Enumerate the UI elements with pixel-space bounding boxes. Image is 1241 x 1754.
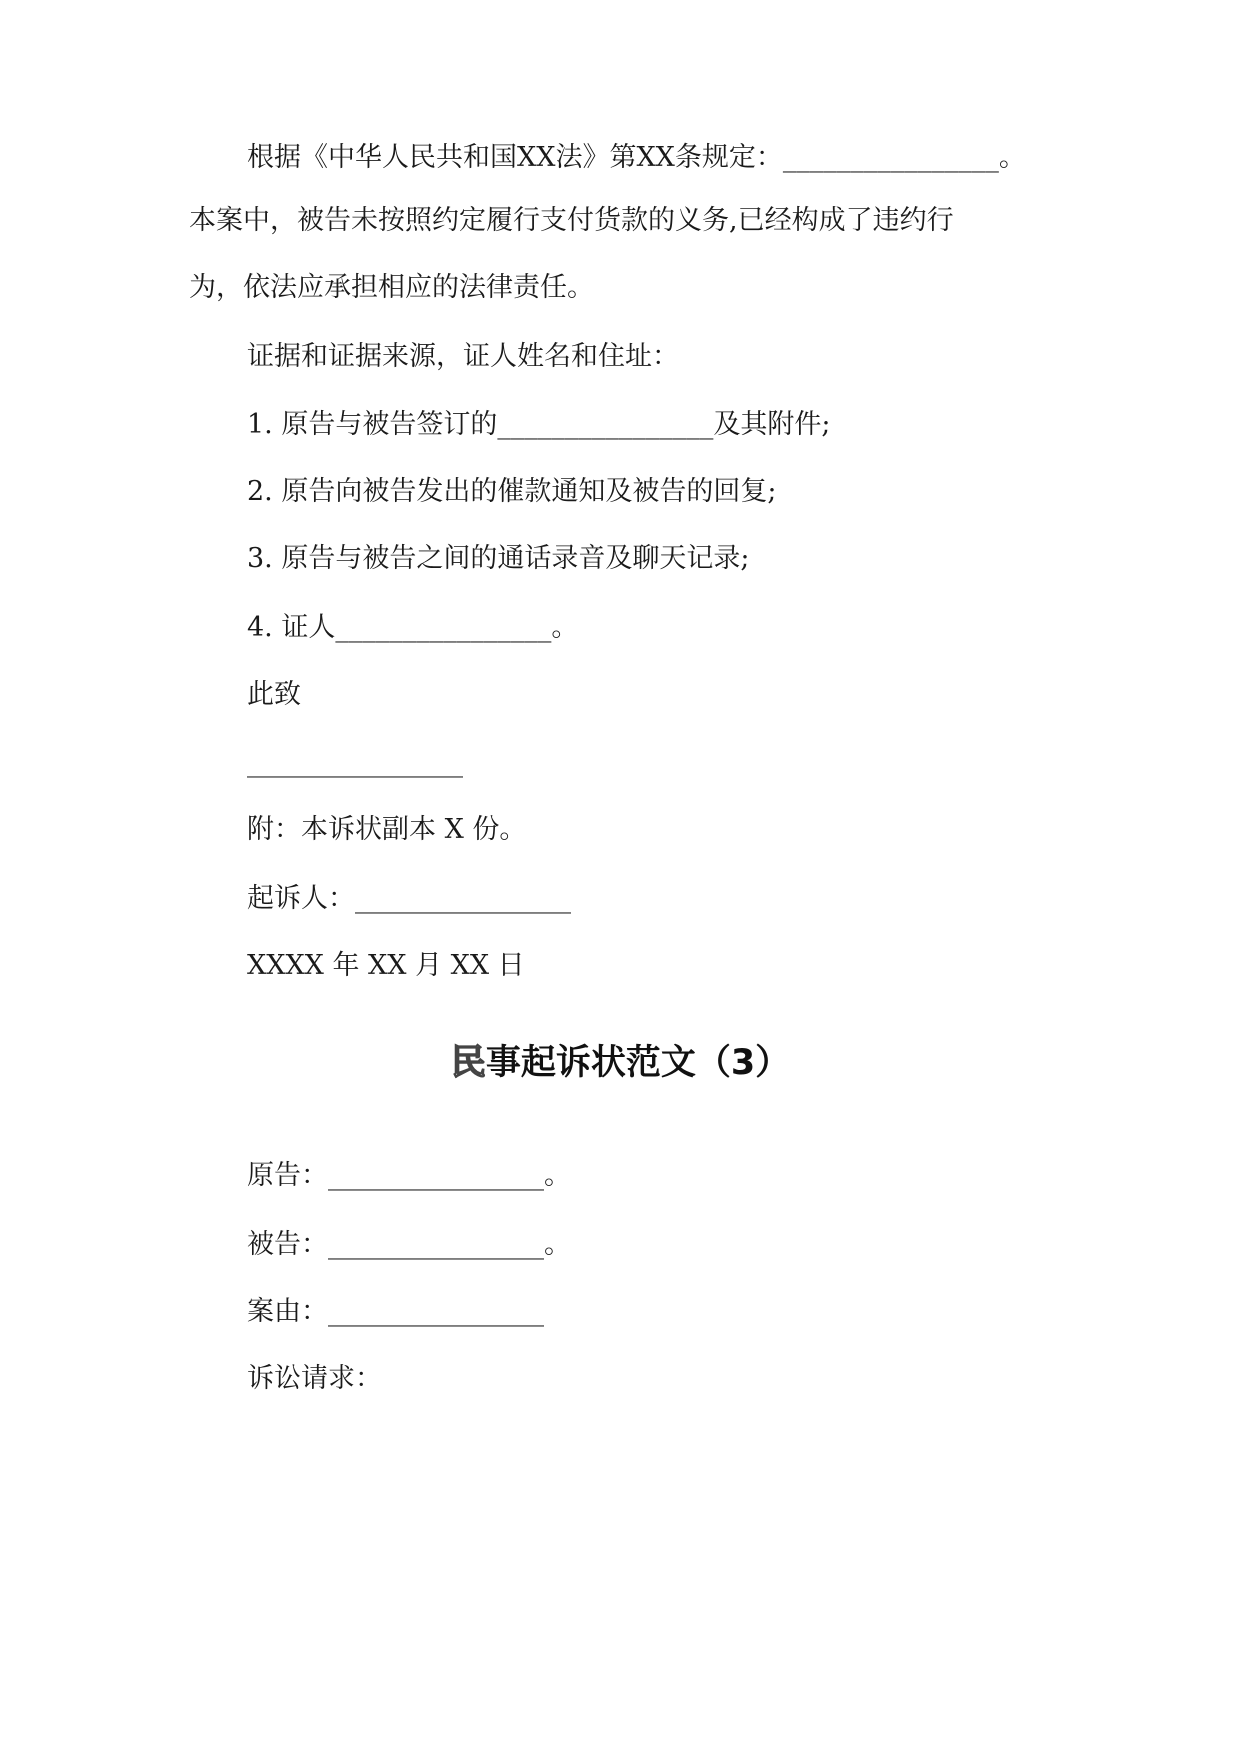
attachment-note: 附：本诉状副本 X 份。 bbox=[247, 814, 527, 845]
plaintiff-field: 原告：________________。 bbox=[247, 1160, 571, 1191]
plaintiff-signature: 起诉人：________________ bbox=[247, 883, 571, 914]
law-basis-paragraph: 根据《中华人民共和国XX法》第XX条规定：________________。 bbox=[247, 142, 1026, 173]
closing-salutation: 此致 bbox=[247, 679, 301, 710]
evidence-item-4: 4. 证人________________。 bbox=[247, 612, 579, 643]
filing-date: XXXX 年 XX 月 XX 日 bbox=[247, 950, 525, 981]
section-title-first-char: 民 bbox=[450, 1043, 486, 1083]
court-name-blank: ________________ bbox=[247, 747, 463, 778]
evidence-item-1: 1. 原告与被告签订的________________及其附件; bbox=[247, 409, 831, 440]
section-title-rest: 事起诉状范文（3） bbox=[485, 1043, 791, 1083]
evidence-heading: 证据和证据来源，证人姓名和住址： bbox=[247, 341, 679, 372]
claims-heading: 诉讼请求： bbox=[247, 1363, 382, 1394]
evidence-item-2: 2. 原告向被告发出的催款通知及被告的回复; bbox=[247, 476, 777, 507]
case-description-line-1: 本案中，被告未按照约定履行支付货款的义务,已经构成了违约行 bbox=[189, 205, 954, 236]
case-description-line-2: 为，依法应承担相应的法律责任。 bbox=[189, 272, 594, 303]
section-title bbox=[0, 1040, 1241, 1086]
cause-field: 案由：________________ bbox=[247, 1296, 544, 1327]
defendant-field: 被告：________________。 bbox=[247, 1229, 571, 1260]
evidence-item-3: 3. 原告与被告之间的通话录音及聊天记录; bbox=[247, 543, 750, 574]
